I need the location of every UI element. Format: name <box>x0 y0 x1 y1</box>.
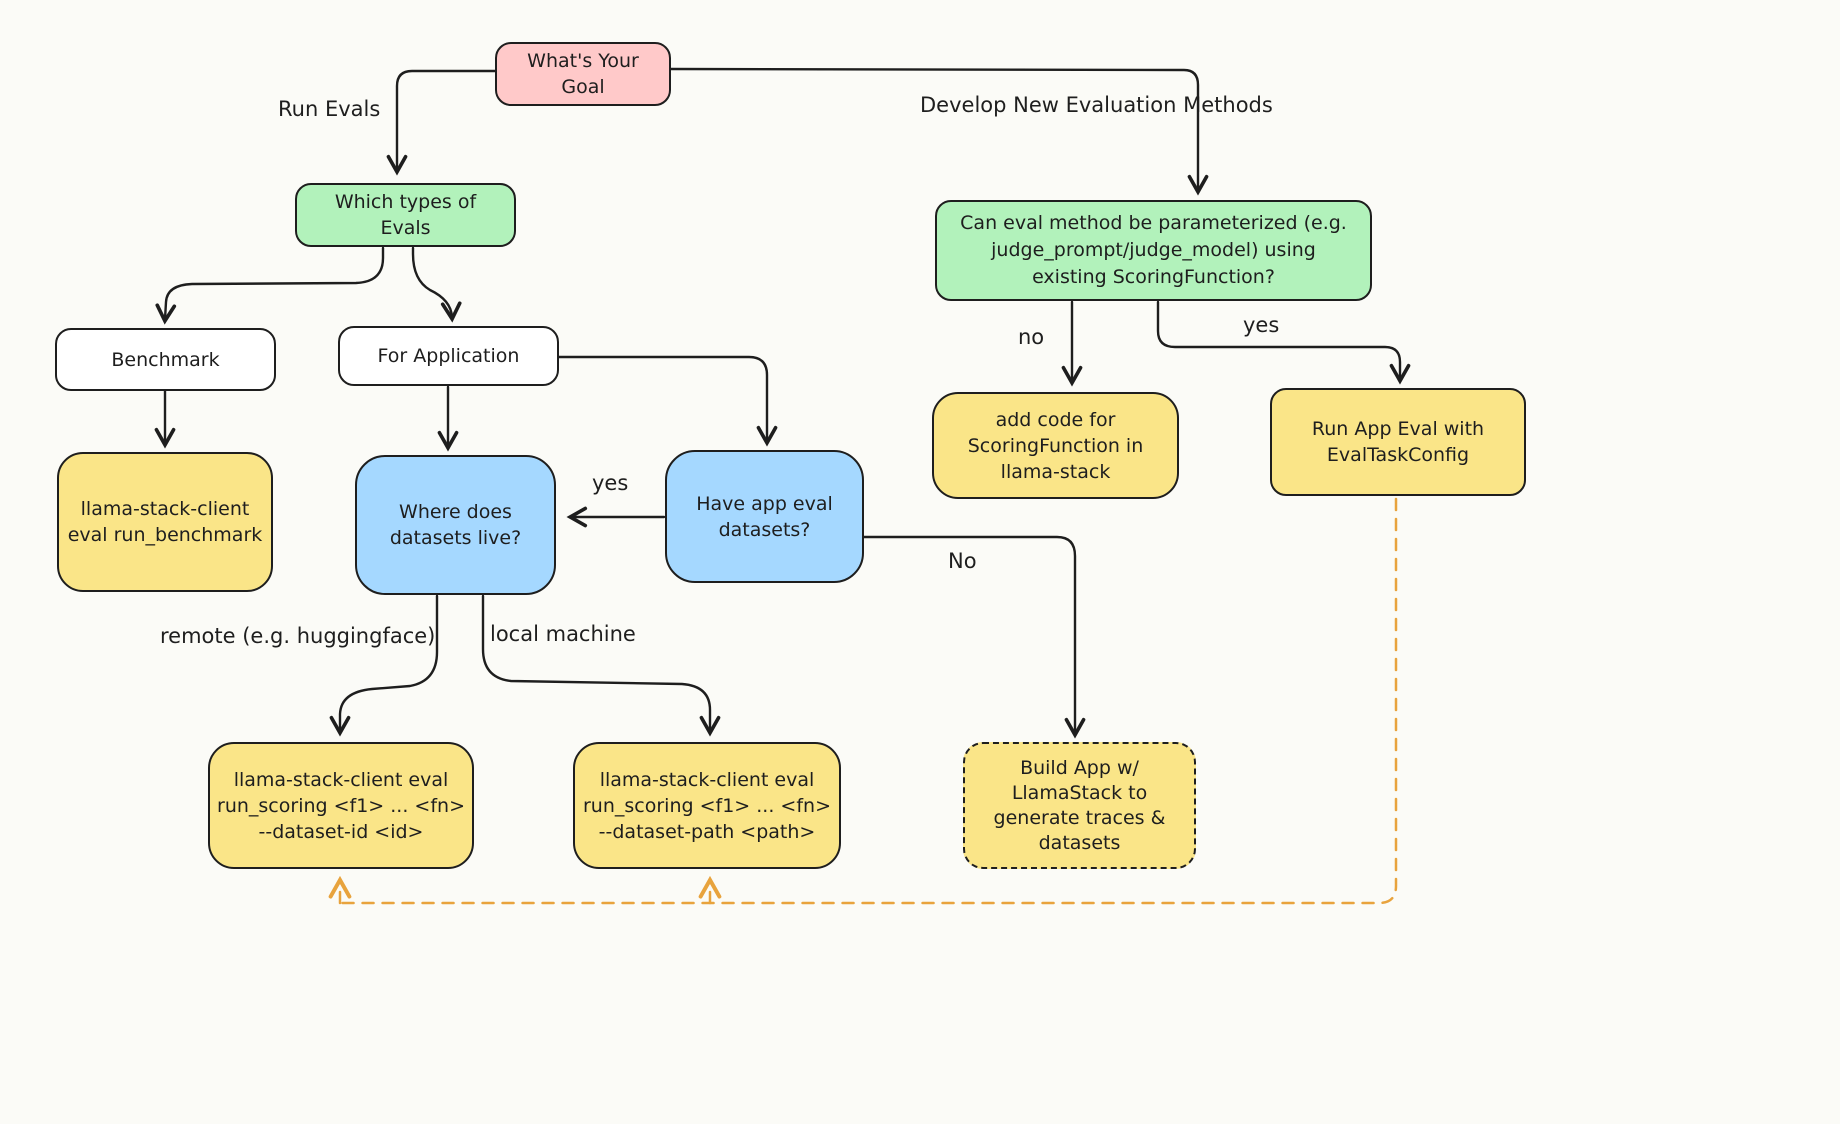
edge-goal-to-which-types <box>397 71 496 170</box>
edge-label-remote: remote (e.g. huggingface) <box>160 624 436 648</box>
node-which-types-text: Which types of <box>334 191 477 213</box>
edge-label-run-evals: Run Evals <box>278 97 381 121</box>
node-add-code-scoringfunction <box>932 392 1179 499</box>
node-have-app-eval-datasets <box>665 450 864 583</box>
node-which-types-of-evals <box>295 183 516 247</box>
node-run-app-eval <box>1270 388 1526 496</box>
edge-label-yes-scoring: yes <box>1243 313 1280 337</box>
node-for-application <box>338 326 559 386</box>
edge-which-types-to-for-application <box>413 248 452 317</box>
node-where-datasets-text: Where does <box>399 501 512 523</box>
node-param-question <box>935 200 1372 301</box>
node-run-scoring-dataset-id <box>208 742 474 869</box>
node-add-code-text: llama-stack <box>1000 460 1111 483</box>
node-build-app-llamastack <box>963 742 1196 869</box>
node-have-datasets-text: Have app eval <box>696 492 833 515</box>
node-param-question-text: existing ScoringFunction? <box>1032 266 1275 288</box>
node-build-app-text: LlamaStack to <box>1011 781 1148 804</box>
edge-goal-to-param-question <box>671 69 1198 190</box>
node-dataset-id-text: llama-stack-client eval <box>233 768 449 791</box>
edge-label-yes-have-datasets: yes <box>592 471 629 495</box>
edge-label-develop-line: Develop New Evaluation <box>920 93 1177 117</box>
node-whats-your-goal-text: What's Your <box>527 50 639 72</box>
edge-which-types-to-benchmark <box>165 248 383 319</box>
node-where-datasets-text: datasets live? <box>389 527 522 549</box>
node-add-code-text: add code for <box>995 408 1116 431</box>
node-run-benchmark-text: llama-stack-client <box>80 498 250 520</box>
node-dataset-path-text: llama-stack-client eval <box>599 768 815 791</box>
node-param-question-text: judge_prompt/judge_model) using <box>991 239 1316 261</box>
node-add-code-text: ScoringFunction in <box>967 434 1144 457</box>
edge-where-datasets-local-to-dataset-path <box>483 596 710 731</box>
edge-label-no-have-datasets: No <box>948 549 977 573</box>
node-whats-your-goal <box>495 42 671 106</box>
node-whats-your-goal-text: Goal <box>561 76 605 98</box>
node-run-app-eval-text: Run App Eval with <box>1311 418 1485 440</box>
node-where-does-datasets-live <box>355 455 556 595</box>
node-benchmark <box>55 328 276 391</box>
node-run-scoring-dataset-path <box>573 742 841 869</box>
node-build-app-text: generate traces & <box>993 806 1166 829</box>
node-run-benchmark-text: eval run_benchmark <box>67 524 263 546</box>
edge-for-application-to-have-datasets <box>559 357 767 441</box>
node-dataset-path-text: --dataset-path <path> <box>598 820 816 843</box>
node-have-datasets-text: datasets? <box>718 518 811 541</box>
edge-label-no-scoring: no <box>1018 325 1045 349</box>
node-dataset-path-text: run_scoring <f1> ... <fn> <box>583 794 831 817</box>
edge-label-develop-line: Methods <box>1183 93 1273 117</box>
node-for-application-text: For Application <box>377 345 520 367</box>
node-run-app-eval-text: EvalTaskConfig <box>1326 444 1470 466</box>
node-dataset-id-text: --dataset-id <id> <box>258 820 424 843</box>
node-run-benchmark-command <box>57 452 273 592</box>
node-param-question-text: Can eval method be parameterized (e.g. <box>960 212 1347 234</box>
node-which-types-text: Evals <box>380 217 431 239</box>
edge-label-develop-new-methods <box>920 92 1273 119</box>
node-build-app-text: Build App w/ <box>1020 756 1139 779</box>
node-build-app-text: datasets <box>1038 831 1121 854</box>
edge-where-datasets-remote-to-dataset-id <box>340 596 437 731</box>
node-benchmark-text: Benchmark <box>111 348 220 371</box>
edge-label-local-machine: local machine <box>490 622 636 646</box>
node-dataset-id-text: run_scoring <f1> ... <fn> <box>217 794 465 817</box>
